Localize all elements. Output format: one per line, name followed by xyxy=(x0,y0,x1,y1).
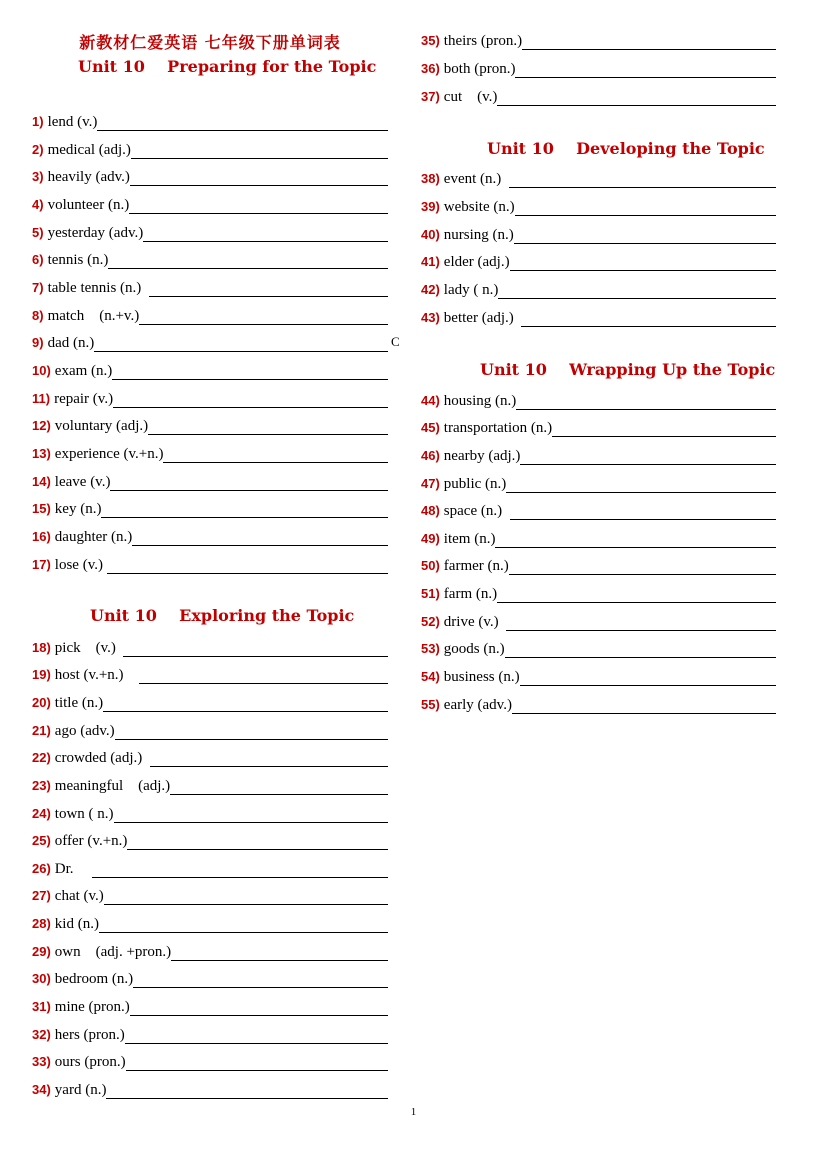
item-word: exam (n.) xyxy=(54,363,113,379)
vocab-item xyxy=(32,801,388,823)
vocab-item xyxy=(421,443,776,465)
answer-blank[interactable] xyxy=(516,392,776,410)
answer-blank[interactable] xyxy=(92,860,388,878)
vocab-item xyxy=(421,471,776,493)
item-number: 3) xyxy=(32,169,44,184)
item-number: 6) xyxy=(32,252,44,267)
vocab-item xyxy=(421,553,776,575)
vocab-item xyxy=(32,552,388,574)
vocab-item xyxy=(421,498,776,520)
item-word: Dr. xyxy=(54,861,93,877)
answer-blank[interactable] xyxy=(108,251,388,269)
answer-blank[interactable] xyxy=(113,390,388,408)
item-word: hers (pron.) xyxy=(54,1027,125,1043)
answer-blank[interactable] xyxy=(94,334,388,352)
vocab-item xyxy=(32,828,388,850)
vocab-item xyxy=(32,524,388,546)
item-word: drive (v.) xyxy=(443,614,507,630)
answer-blank[interactable] xyxy=(115,722,388,740)
vocab-item xyxy=(421,84,776,106)
answer-blank[interactable] xyxy=(101,500,388,518)
answer-blank[interactable] xyxy=(114,805,388,823)
vocab-item xyxy=(32,939,388,961)
vocab-item xyxy=(32,1022,388,1044)
item-word: lose (v.) xyxy=(54,557,107,573)
item-word: ours (pron.) xyxy=(54,1054,126,1070)
answer-blank[interactable] xyxy=(130,998,388,1016)
item-number: 47) xyxy=(421,476,440,491)
item-word: nursing (n.) xyxy=(443,227,514,243)
item-word: nearby (adj.) xyxy=(443,448,521,464)
item-number: 5) xyxy=(32,225,44,240)
item-word: heavily (adv.) xyxy=(47,169,130,185)
vocab-item xyxy=(421,249,776,271)
item-number: 9) xyxy=(32,335,44,350)
item-word: title (n.) xyxy=(54,695,104,711)
answer-blank[interactable] xyxy=(509,170,776,188)
item-word: transportation (n.) xyxy=(443,420,553,436)
margin-note: C xyxy=(391,334,400,349)
answer-blank[interactable] xyxy=(112,362,388,380)
item-word: business (n.) xyxy=(443,669,520,685)
vocab-item xyxy=(32,718,388,740)
item-number: 13) xyxy=(32,446,51,461)
item-number: 53) xyxy=(421,641,440,656)
item-word: chat (v.) xyxy=(54,888,104,904)
item-number: 54) xyxy=(421,669,440,684)
answer-blank[interactable] xyxy=(106,1081,388,1099)
vocab-item xyxy=(421,388,776,410)
item-word: elder (adj.) xyxy=(443,254,510,270)
item-word: meaningful (adj.) xyxy=(54,778,171,794)
answer-blank[interactable] xyxy=(506,613,776,631)
item-word: own (adj. +pron.) xyxy=(54,944,172,960)
answer-blank[interactable] xyxy=(104,887,388,905)
item-number: 38) xyxy=(421,171,440,186)
item-number: 1) xyxy=(32,114,44,129)
vocab-item xyxy=(32,773,388,795)
item-word: tennis (n.) xyxy=(47,252,109,268)
vocab-item xyxy=(32,883,388,905)
item-word: early (adv.) xyxy=(443,697,512,713)
item-word: voluntary (adj.) xyxy=(54,418,149,434)
item-word: goods (n.) xyxy=(443,641,505,657)
item-word: offer (v.+n.) xyxy=(54,833,128,849)
item-word: website (n.) xyxy=(443,199,515,215)
item-number: 21) xyxy=(32,723,51,738)
answer-blank[interactable] xyxy=(131,141,388,159)
answer-blank[interactable] xyxy=(512,696,776,714)
answer-blank[interactable] xyxy=(522,32,776,50)
vocab-item xyxy=(421,277,776,299)
vocab-item xyxy=(32,745,388,767)
answer-blank[interactable] xyxy=(149,279,388,297)
item-word: host (v.+n.) xyxy=(54,667,139,683)
item-number: 17) xyxy=(32,557,51,572)
item-number: 28) xyxy=(32,916,51,931)
item-number: 30) xyxy=(32,971,51,986)
item-number: 22) xyxy=(32,750,51,765)
vocab-item xyxy=(421,664,776,686)
vocab-item xyxy=(32,303,388,325)
vocab-item xyxy=(32,662,388,684)
vocab-item xyxy=(32,1077,388,1099)
item-number: 31) xyxy=(32,999,51,1014)
answer-blank[interactable] xyxy=(520,447,776,465)
item-number: 37) xyxy=(421,89,440,104)
item-number: 44) xyxy=(421,393,440,408)
section-heading-developing: Unit 10 Developing the Topic xyxy=(487,139,765,158)
item-word: experience (v.+n.) xyxy=(54,446,164,462)
item-number: 11) xyxy=(32,391,51,406)
vocab-item xyxy=(32,413,388,435)
section-heading-exploring: Unit 10 Exploring the Topic xyxy=(90,606,355,625)
answer-blank[interactable] xyxy=(130,168,388,186)
answer-blank[interactable] xyxy=(521,309,776,327)
item-word: medical (adj.) xyxy=(47,142,131,158)
answer-blank[interactable] xyxy=(509,557,776,575)
item-word: yesterday (adv.) xyxy=(47,225,144,241)
item-number: 20) xyxy=(32,695,51,710)
answer-blank[interactable] xyxy=(103,694,388,712)
answer-blank[interactable] xyxy=(506,475,776,493)
vocab-item xyxy=(32,247,388,269)
vocab-item xyxy=(421,222,776,244)
item-number: 36) xyxy=(421,61,440,76)
item-number: 7) xyxy=(32,280,44,295)
answer-blank[interactable] xyxy=(99,915,388,933)
item-number: 23) xyxy=(32,778,51,793)
item-word: lend (v.) xyxy=(47,114,98,130)
vocab-item xyxy=(421,166,776,188)
answer-blank[interactable] xyxy=(505,640,776,658)
vocab-item xyxy=(421,194,776,216)
answer-blank[interactable] xyxy=(510,502,776,520)
answer-blank[interactable] xyxy=(495,530,776,548)
vocab-item xyxy=(32,496,388,518)
vocab-item xyxy=(421,56,776,78)
vocab-item xyxy=(32,441,388,463)
item-word: daughter (n.) xyxy=(54,529,133,545)
item-word: item (n.) xyxy=(443,531,496,547)
item-number: 15) xyxy=(32,501,51,516)
answer-blank[interactable] xyxy=(497,585,776,603)
item-number: 14) xyxy=(32,474,51,489)
vocab-item xyxy=(32,109,388,131)
item-number: 40) xyxy=(421,227,440,242)
item-number: 34) xyxy=(32,1082,51,1097)
item-word: theirs (pron.) xyxy=(443,33,523,49)
answer-blank[interactable] xyxy=(510,253,776,271)
answer-blank[interactable] xyxy=(171,943,388,961)
vocab-item xyxy=(32,856,388,878)
vocab-item xyxy=(421,636,776,658)
page-title: 新教材仁爱英语 七年级下册单词表 xyxy=(79,33,341,52)
answer-blank[interactable] xyxy=(110,473,388,491)
vocab-item xyxy=(32,994,388,1016)
vocab-item xyxy=(32,192,388,214)
item-number: 19) xyxy=(32,667,51,682)
answer-blank[interactable] xyxy=(123,639,388,657)
vocab-item xyxy=(421,581,776,603)
item-number: 25) xyxy=(32,833,51,848)
vocab-item xyxy=(421,28,776,50)
item-word: space (n.) xyxy=(443,503,510,519)
answer-blank[interactable] xyxy=(143,224,388,242)
vocab-item xyxy=(32,690,388,712)
item-number: 48) xyxy=(421,503,440,518)
answer-blank[interactable] xyxy=(132,528,388,546)
item-word: town ( n.) xyxy=(54,806,114,822)
item-word: pick (v.) xyxy=(54,640,124,656)
item-number: 12) xyxy=(32,418,51,433)
vocab-item xyxy=(32,330,388,352)
item-number: 16) xyxy=(32,529,51,544)
item-number: 24) xyxy=(32,806,51,821)
item-number: 26) xyxy=(32,861,51,876)
vocab-item xyxy=(32,469,388,491)
vocab-item xyxy=(421,609,776,631)
item-number: 33) xyxy=(32,1054,51,1069)
item-number: 45) xyxy=(421,420,440,435)
answer-blank[interactable] xyxy=(498,281,776,299)
item-number: 27) xyxy=(32,888,51,903)
vocab-item xyxy=(32,386,388,408)
vocab-item xyxy=(32,635,388,657)
answer-blank[interactable] xyxy=(170,777,388,795)
answer-blank[interactable] xyxy=(97,113,388,131)
item-number: 55) xyxy=(421,697,440,712)
vocab-item xyxy=(32,220,388,242)
vocab-item xyxy=(32,911,388,933)
item-word: yard (n.) xyxy=(54,1082,107,1098)
answer-blank[interactable] xyxy=(552,419,776,437)
item-number: 39) xyxy=(421,199,440,214)
item-word: farm (n.) xyxy=(443,586,498,602)
item-number: 8) xyxy=(32,308,44,323)
answer-blank[interactable] xyxy=(133,970,388,988)
item-word: key (n.) xyxy=(54,501,102,517)
answer-blank[interactable] xyxy=(139,666,388,684)
answer-blank[interactable] xyxy=(515,198,776,216)
item-word: event (n.) xyxy=(443,171,509,187)
item-word: leave (v.) xyxy=(54,474,111,490)
vocab-item xyxy=(421,692,776,714)
item-word: lady ( n.) xyxy=(443,282,499,298)
vocab-item xyxy=(421,526,776,548)
item-number: 32) xyxy=(32,1027,51,1042)
answer-blank[interactable] xyxy=(163,445,388,463)
item-number: 51) xyxy=(421,586,440,601)
section-heading-wrapping: Unit 10 Wrapping Up the Topic xyxy=(480,360,776,379)
vocab-item xyxy=(32,275,388,297)
item-word: better (adj.) xyxy=(443,310,522,326)
item-number: 43) xyxy=(421,310,440,325)
answer-blank[interactable] xyxy=(107,556,388,574)
item-word: both (pron.) xyxy=(443,61,516,77)
answer-blank[interactable] xyxy=(515,60,776,78)
item-number: 18) xyxy=(32,640,51,655)
item-number: 50) xyxy=(421,558,440,573)
item-word: mine (pron.) xyxy=(54,999,130,1015)
item-word: kid (n.) xyxy=(54,916,99,932)
answer-blank[interactable] xyxy=(148,417,388,435)
item-word: table tennis (n.) xyxy=(47,280,149,296)
item-word: ago (adv.) xyxy=(54,723,115,739)
item-number: 35) xyxy=(421,33,440,48)
item-number: 42) xyxy=(421,282,440,297)
answer-blank[interactable] xyxy=(497,88,776,106)
answer-blank[interactable] xyxy=(139,307,388,325)
item-number: 29) xyxy=(32,944,51,959)
item-number: 41) xyxy=(421,254,440,269)
vocab-item xyxy=(32,1049,388,1071)
page-number: 1 xyxy=(410,1106,417,1118)
vocab-item xyxy=(421,415,776,437)
item-word: cut (v.) xyxy=(443,89,498,105)
vocab-item xyxy=(32,358,388,380)
answer-blank[interactable] xyxy=(520,668,776,686)
item-number: 49) xyxy=(421,531,440,546)
item-word: repair (v.) xyxy=(54,391,114,407)
item-word: volunteer (n.) xyxy=(47,197,130,213)
item-word: farmer (n.) xyxy=(443,558,509,574)
section-heading-preparing: Unit 10 Preparing for the Topic xyxy=(78,57,377,76)
vocab-item xyxy=(32,164,388,186)
answer-blank[interactable] xyxy=(150,749,388,767)
answer-blank[interactable] xyxy=(127,832,388,850)
item-word: crowded (adj.) xyxy=(54,750,150,766)
item-number: 52) xyxy=(421,614,440,629)
answer-blank[interactable] xyxy=(126,1053,388,1071)
item-word: match (n.+v.) xyxy=(47,308,140,324)
item-number: 46) xyxy=(421,448,440,463)
answer-blank[interactable] xyxy=(514,226,776,244)
item-number: 10) xyxy=(32,363,51,378)
item-number: 2) xyxy=(32,142,44,157)
item-number: 4) xyxy=(32,197,44,212)
item-word: dad (n.) xyxy=(47,335,95,351)
item-word: housing (n.) xyxy=(443,393,517,409)
vocab-item xyxy=(32,966,388,988)
item-word: public (n.) xyxy=(443,476,507,492)
item-word: bedroom (n.) xyxy=(54,971,134,987)
answer-blank[interactable] xyxy=(125,1026,388,1044)
answer-blank[interactable] xyxy=(129,196,388,214)
vocab-item xyxy=(32,137,388,159)
vocab-item xyxy=(421,305,776,327)
